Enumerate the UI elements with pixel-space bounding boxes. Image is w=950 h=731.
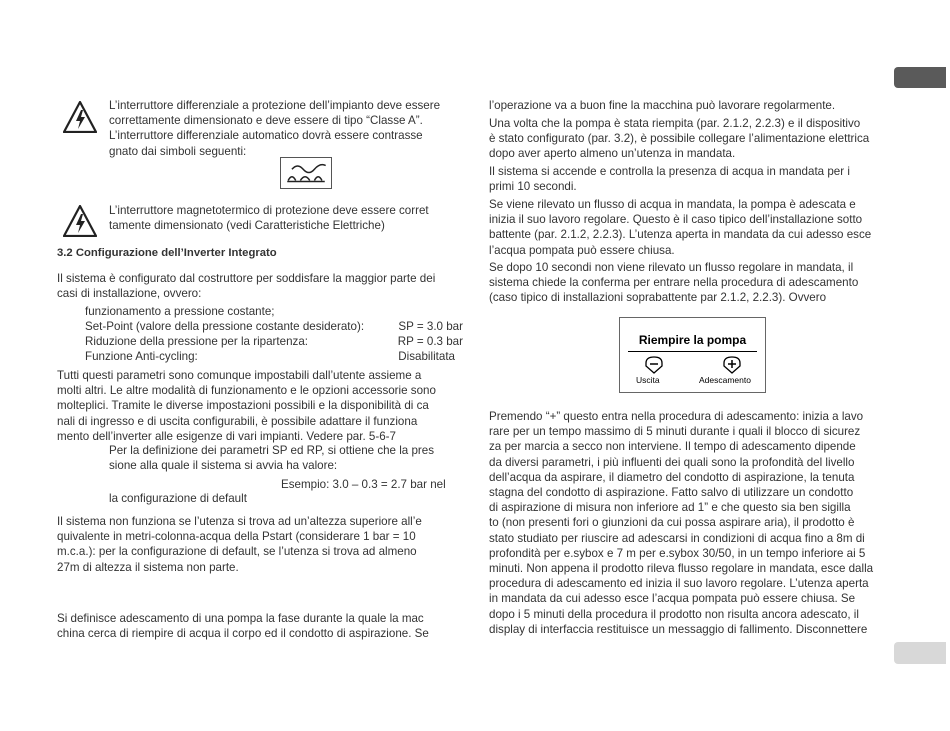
setting-row: funzionamento a pressione costante; (85, 305, 275, 318)
warning1-text: L’interruttore differenziale a protezione dell’impianto deve essere correttamente dimensionato e deve essere di tipo “Classe A”. L’interruttore differenziale automatico dovrà essere contrasse gnato dai simboli seguenti: (109, 99, 441, 158)
right-paragraph-1: l’operazione va a buon fine la macchina può lavorare regolarmente. (489, 99, 836, 112)
right-paragraph-3: Il sistema si accende e controlla la presenza di acqua in mandata per i primi 10 secondi. (489, 165, 850, 194)
right-paragraph-6: Premendo “+” questo entra nella procedura di adescamento: inizia a lavo rare per un tempo massimo di 5 minuti durante i quali il blocco di sicurez za per marcia a secco non interviene. Il tempo di adescamento dipende da diversi parametri, i più influenti dei quali sono la profondità del livello dell’acqua da aspirare, il diametro del condotto di aspirazione, la tenuta stagna del condotto di aspirazione. Fatto salvo di utilizzare un condotto di aspirazione di misura non inferiore ad 1” e che questo sia ben sigilla to (non presenti fori o giunzioni da cui possa aspirare aria), il prodotto è stato studiato per riuscire ad adescarsi in condizioni di acqua fino a 8m di profondità per e.sybox e 7 m per e.sybox 30/50, in un tempo inferiore ai 5 minuti. Non appena il prodotto rileva flusso regolare in mandata, esce dalla procedura di adescamento ed inizia il suo lavoro regolare. L’utenza aperta in mandata da cui adesso esce l’acqua pompata può essere chiusa. Se dopo i 5 minuti della procedura il prodotto non risulta ancora adescato, il display di interfaccia restituisce un messaggio di fallimento. Disconnettere (489, 410, 874, 636)
height-paragraph: Il sistema non funziona se l’utenza si trova ad un’altezza superiore all’e quivalente in metri-colonna-acqua della Pstart (considerare 1 bar = 10 m.c.a.): per la configurazione di default, se l’utenza si trova ad almeno 27m di altezza il sistema non parte. (57, 515, 422, 574)
priming-paragraph: Si definisce adescamento di una pompa la fase durante la quale la mac china cerca di riempire di acqua il corpo ed il condotto di aspirazione. Se (57, 612, 429, 641)
display-divider (628, 351, 757, 352)
right-paragraph-4: Se viene rilevato un flusso di acqua in mandata, la pompa è adescata e inizia il suo lavoro regolare. Questo è il caso tipico dell’installazione sotto battente (par. 2.1.2, 2.2.3). L’utenza aperta in mandata da cui adesso esce l’acqua pompata può essere chiusa. (489, 198, 872, 257)
section-heading: 3.2 Configurazione dell’Inverter Integrato (57, 247, 277, 259)
right-paragraph-2: Una volta che la pompa è stata riempita (par. 2.1.2, 2.2.3) e il dispositivo è stato configurato (par. 3.2), è possibile collegare l’alimentazione elettrica dopo aver aperto almeno un’utenza in mandata. (489, 117, 870, 161)
warning2-text: L’interruttore magnetotermico di protezione deve essere corret tamente dimensionato (vedi Caratteristiche Elettriche) (109, 204, 429, 233)
page-tab-marker-bottom (894, 642, 946, 664)
page-tab-marker (894, 67, 946, 88)
plus-icon (723, 356, 741, 374)
setting-row: Riduzione della pressione per la ripartenza: RP = 0.3 bar (85, 335, 463, 348)
display-title: Riempire la pompa (638, 333, 747, 347)
definition-paragraph: Per la definizione dei parametri SP ed RP, si ottiene che la pres sione alla quale il sistema si avvia ha valore: (109, 444, 435, 473)
setting-row: Funzione Anti-cycling: Disabilitata (85, 350, 455, 363)
right-paragraph-5: Se dopo 10 secondi non viene rilevato un flusso regolare in mandata, il sistema chiede la conferma per entrare nella procedura di adescamento (caso tipico di installazioni soprabattente par 2.1.2, 2.2.3). Ovvero (489, 261, 859, 305)
class-a-rcd-symbol-icon (280, 157, 332, 189)
intro-paragraph: Il sistema è configurato dal costruttore per soddisfare la maggior parte dei casi di installazione, ovvero: (57, 272, 436, 301)
default-config-text: la configurazione di default (109, 492, 247, 505)
setting-row: Set-Point (valore della pressione costante desiderato): SP = 3.0 bar (85, 320, 463, 333)
exit-label: Uscita (636, 375, 660, 385)
example-text: Esempio: 3.0 – 0.3 = 2.7 bar nel (281, 478, 446, 491)
minus-icon (645, 356, 663, 374)
warning-electrical-icon-2 (63, 205, 97, 237)
display-screen (619, 317, 766, 393)
priming-label: Adescamento (699, 375, 751, 385)
params-paragraph: Tutti questi parametri sono comunque impostabili dall’utente assieme a molti altri. Le altre modalità di funzionamento e le opzioni accessorie sono molteplici. Tramite le diverse impostazioni possibili e la disponibilità di ca nali di ingresso e di uscita configurabili, è possibile adattare il funziona mento dell’inverter alle esigenze di vari impianti. Vedere par. 5-6-7 (57, 369, 436, 443)
warning-electrical-icon (63, 101, 97, 133)
